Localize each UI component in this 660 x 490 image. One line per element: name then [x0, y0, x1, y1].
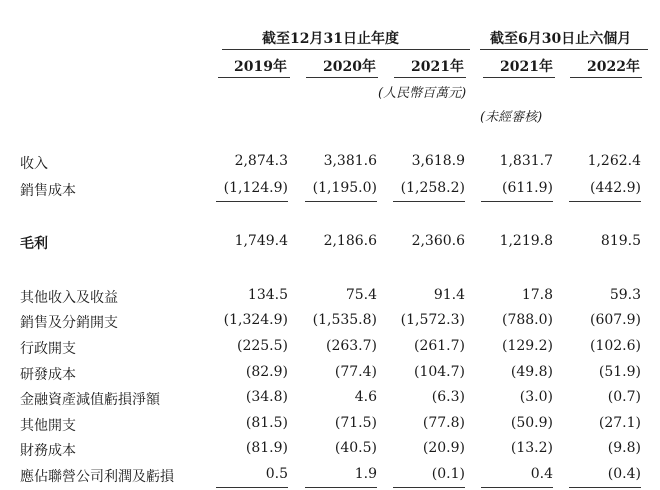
row-value: 1,262.4 — [587, 153, 641, 169]
row-label: 銷售成本 — [20, 183, 76, 199]
row-value: (81.5) — [245, 415, 288, 431]
row-value: (71.5) — [334, 415, 377, 431]
row-value: (81.9) — [245, 440, 288, 456]
row-label: 其他開支 — [20, 418, 76, 434]
year-2020-underline — [306, 77, 378, 78]
row-label: 財務成本 — [20, 443, 76, 459]
row-value: (1,324.9) — [223, 312, 288, 328]
row-value: 1,749.4 — [234, 233, 288, 249]
subtotal-rule — [216, 487, 288, 488]
subtotal-rule — [393, 487, 465, 488]
row-value: 75.4 — [345, 287, 377, 303]
year-2022-h1-underline — [570, 77, 642, 78]
year-2022-h1: 2022年 — [587, 59, 640, 75]
row-value: (261.7) — [413, 338, 465, 354]
row-label: 收入 — [20, 156, 48, 172]
row-value: (1,195.0) — [312, 180, 377, 196]
row-value: (1,124.9) — [223, 180, 288, 196]
row-label: 其他收入及收益 — [20, 290, 118, 306]
year-2021-h1-underline — [483, 77, 555, 78]
row-value: (20.9) — [422, 440, 465, 456]
row-value: (0.4) — [607, 466, 641, 482]
unit-note: (人民幣百萬元) — [378, 86, 467, 101]
row-value: (50.9) — [510, 415, 553, 431]
row-value: 3,381.6 — [323, 153, 377, 169]
row-value: 2,186.6 — [323, 233, 377, 249]
row-value: 819.5 — [600, 233, 641, 249]
year-2021: 2021年 — [411, 59, 464, 75]
row-label: 應佔聯營公司利潤及虧損 — [20, 469, 174, 485]
row-value: (77.8) — [422, 415, 465, 431]
row-label: 銷售及分銷開支 — [20, 315, 118, 331]
row-value: (263.7) — [325, 338, 377, 354]
row-value: (104.7) — [413, 364, 465, 380]
subtotal-rule — [481, 487, 553, 488]
subtotal-rule — [393, 201, 465, 202]
row-value: (27.1) — [598, 415, 641, 431]
row-value: 3,618.9 — [411, 153, 465, 169]
row-value: (82.9) — [245, 364, 288, 380]
header-six-months-underline — [480, 49, 648, 50]
row-value: 0.5 — [265, 466, 288, 482]
row-value: 0.4 — [530, 466, 553, 482]
row-value: (225.5) — [236, 338, 288, 354]
subtotal-rule — [569, 201, 641, 202]
year-2021-underline — [394, 77, 466, 78]
row-value: (49.8) — [510, 364, 553, 380]
year-2019: 2019年 — [234, 59, 287, 75]
row-label: 毛利 — [20, 236, 48, 252]
row-label: 金融資產減值虧損淨額 — [20, 392, 160, 408]
subtotal-rule — [305, 201, 377, 202]
row-value: (9.8) — [607, 440, 641, 456]
row-value: (77.4) — [334, 364, 377, 380]
row-value: (607.9) — [589, 312, 641, 328]
row-value: (102.6) — [589, 338, 641, 354]
subtotal-rule — [216, 201, 288, 202]
unaudited-note: (未經審核) — [480, 110, 543, 125]
row-value: (13.2) — [510, 440, 553, 456]
subtotal-rule — [481, 201, 553, 202]
row-value: (3.0) — [519, 389, 553, 405]
row-value: 4.6 — [354, 389, 377, 405]
row-value: 17.8 — [521, 287, 553, 303]
row-value: 1.9 — [354, 466, 377, 482]
row-value: (788.0) — [501, 312, 553, 328]
row-value: (34.8) — [245, 389, 288, 405]
subtotal-rule — [305, 487, 377, 488]
row-value: 91.4 — [433, 287, 465, 303]
row-value: (442.9) — [589, 180, 641, 196]
row-value: (51.9) — [598, 364, 641, 380]
year-2020: 2020年 — [323, 59, 376, 75]
year-2019-underline — [218, 77, 290, 78]
row-value: 1,219.8 — [499, 233, 553, 249]
row-label: 行政開支 — [20, 341, 76, 357]
row-value: (1,258.2) — [400, 180, 465, 196]
row-value: 59.3 — [609, 287, 641, 303]
row-value: 1,831.7 — [499, 153, 553, 169]
row-value: (6.3) — [431, 389, 465, 405]
row-value: 2,360.6 — [411, 233, 465, 249]
header-full-year-underline — [222, 49, 470, 50]
row-value: 2,874.3 — [234, 153, 288, 169]
subtotal-rule — [569, 487, 641, 488]
row-value: (0.7) — [607, 389, 641, 405]
year-2021-h1: 2021年 — [500, 59, 553, 75]
row-label: 研發成本 — [20, 367, 76, 383]
row-value: (0.1) — [431, 466, 465, 482]
row-value: (129.2) — [501, 338, 553, 354]
row-value: (40.5) — [334, 440, 377, 456]
header-six-months: 截至6月30日止六個月 — [490, 31, 632, 47]
row-value: (611.9) — [501, 180, 553, 196]
row-value: 134.5 — [247, 287, 288, 303]
row-value: (1,572.3) — [400, 312, 465, 328]
header-full-year: 截至12月31日止年度 — [262, 31, 399, 47]
row-value: (1,535.8) — [312, 312, 377, 328]
